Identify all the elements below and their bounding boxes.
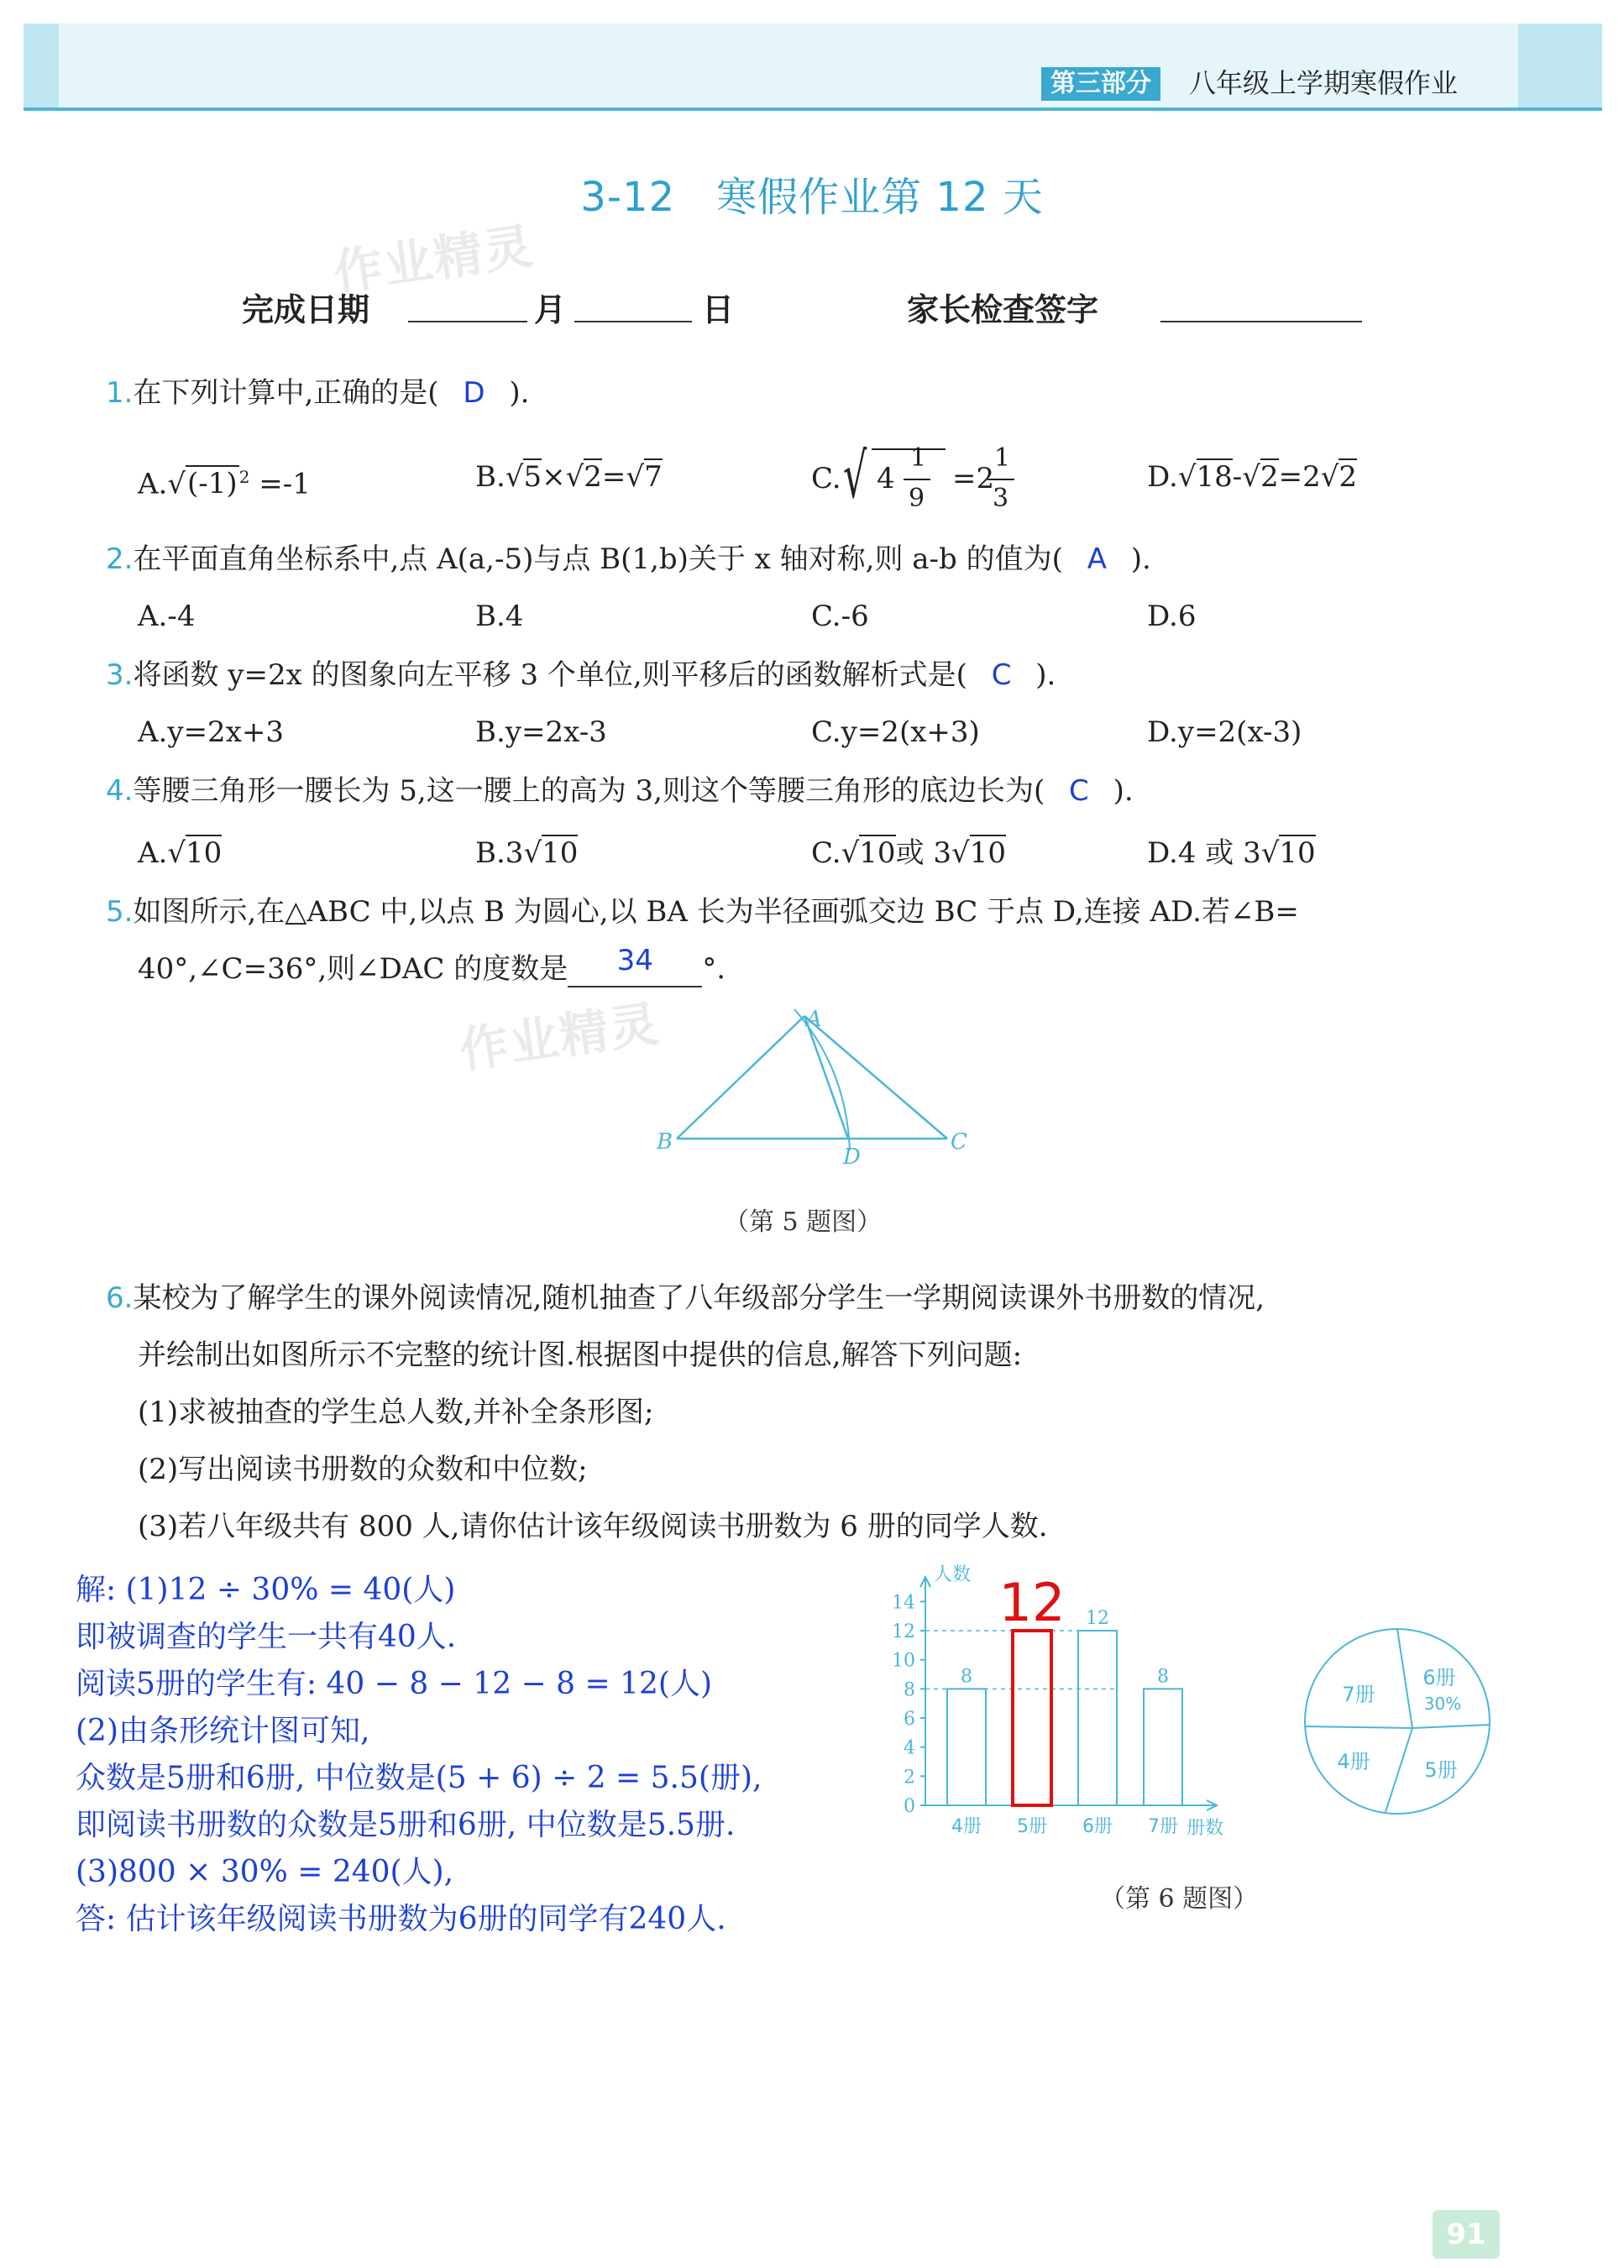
fraction-numerator: 1 bbox=[910, 443, 927, 473]
answer: 34 bbox=[616, 944, 653, 977]
header-stripe-right bbox=[1518, 24, 1602, 107]
y-tick-label: 8 bbox=[904, 1679, 915, 1701]
side-ba bbox=[677, 1016, 804, 1139]
question-text: 在平面直角坐标系中,点 A(a,-5)与点 B(1,b)关于 x 轴对称,则 a-b 的值为( bbox=[133, 542, 1063, 576]
day-blank[interactable] bbox=[574, 321, 692, 322]
q1-option-d bbox=[1147, 458, 1357, 495]
q4-option-b bbox=[475, 835, 578, 872]
sqrt-sign: √ bbox=[1260, 836, 1280, 870]
x-tick-label: 4册 bbox=[951, 1816, 982, 1837]
bar-value-label: 8 bbox=[961, 1666, 972, 1688]
x-tick-label: 5册 bbox=[1017, 1816, 1047, 1837]
sqrt-sign: √ bbox=[523, 836, 542, 870]
radicand: 10 bbox=[186, 836, 223, 870]
figure-6-caption: （第 6 题图） bbox=[1100, 1884, 1259, 1914]
radicand: 10 bbox=[1279, 836, 1316, 870]
bar bbox=[947, 1689, 986, 1805]
month-label: 月 bbox=[534, 291, 567, 328]
fraction-numerator: 1 bbox=[994, 443, 1011, 473]
mixed-whole: 4 bbox=[877, 462, 895, 495]
answer-blank[interactable] bbox=[568, 944, 702, 987]
watermark: 作业精灵 bbox=[330, 217, 538, 302]
solution-line: (2)由条形统计图可知, bbox=[76, 1714, 370, 1748]
question-6-line1 bbox=[106, 1280, 1265, 1317]
y-tick-label: 6 bbox=[904, 1709, 915, 1730]
q1-option-a bbox=[138, 458, 311, 502]
radicand: 5 bbox=[523, 460, 542, 494]
option-label: B.3 bbox=[475, 836, 524, 870]
label-c: C bbox=[951, 1129, 967, 1155]
added-bar-label: 12 bbox=[998, 1572, 1066, 1633]
q3-option-b: B.y=2x-3 bbox=[475, 715, 607, 749]
q2-option-b: B.4 bbox=[475, 600, 524, 633]
watermark: 作业精灵 bbox=[456, 994, 664, 1080]
radicand: 10 bbox=[969, 836, 1006, 870]
fraction-denominator: 9 bbox=[909, 484, 925, 513]
option-label: D.4 或 3 bbox=[1147, 836, 1261, 870]
x-axis-label: 册数 bbox=[1186, 1818, 1223, 1839]
answer: A bbox=[1087, 542, 1107, 576]
solution-line: 即被调查的学生一共有40人. bbox=[76, 1620, 457, 1654]
question-1 bbox=[106, 375, 529, 411]
signature-blank[interactable] bbox=[1160, 321, 1362, 322]
q4-option-c bbox=[811, 835, 1006, 872]
sqrt-sign: √ bbox=[167, 467, 186, 501]
option-label: C. bbox=[811, 836, 841, 870]
q4-option-a bbox=[138, 835, 222, 872]
minus-sign: - bbox=[1232, 460, 1243, 494]
question-6-sub3: (3)若八年级共有 800 人,请你估计该年级阅读书册数为 6 册的同学人数. bbox=[138, 1510, 1048, 1543]
triangle-figure bbox=[638, 1001, 991, 1169]
bar-value-label: 8 bbox=[1157, 1666, 1169, 1688]
question-number: 2. bbox=[106, 542, 134, 576]
question-text: 某校为了解学生的课外阅读情况,随机抽查了八年级部分学生一学期阅读课外书册数的情况, bbox=[133, 1281, 1265, 1315]
option-rest: =-1 bbox=[259, 467, 311, 501]
equals-whole: =2 bbox=[952, 462, 995, 495]
bar-value-label: 12 bbox=[1086, 1608, 1109, 1629]
radicand: 10 bbox=[542, 836, 579, 870]
radicand: 2 bbox=[1260, 460, 1279, 494]
sqrt-bar bbox=[872, 448, 946, 450]
q4-option-d bbox=[1147, 835, 1316, 872]
month-blank[interactable] bbox=[408, 321, 527, 322]
solution-line: 即阅读书册数的众数是5册和6册, 中位数是5.5册. bbox=[76, 1808, 736, 1842]
q3-option-a: A.y=2x+3 bbox=[138, 715, 284, 749]
question-text-end: ). bbox=[1035, 658, 1056, 692]
x-tick-label: 6册 bbox=[1082, 1816, 1113, 1837]
y-axis-label: 人数 bbox=[934, 1564, 972, 1585]
y-tick-label: 4 bbox=[904, 1737, 915, 1759]
option-label: C. bbox=[811, 462, 841, 495]
question-number: 1. bbox=[106, 376, 134, 410]
question-4 bbox=[106, 773, 1134, 809]
q1-option-b bbox=[475, 458, 663, 495]
page-number: 91 bbox=[1433, 2210, 1500, 2259]
question-6-sub2: (2)写出阅读书册数的众数和中位数; bbox=[138, 1453, 588, 1486]
option-mid: 或 3 bbox=[895, 836, 952, 870]
y-tick-label: 14 bbox=[892, 1592, 915, 1614]
sqrt-sign: √ bbox=[1177, 460, 1197, 494]
solution-line: 解: (1)12 ÷ 30% = 40(人) bbox=[76, 1573, 456, 1607]
part-title: 八年级上学期寒假作业 bbox=[1189, 67, 1459, 99]
question-text-end: °. bbox=[702, 952, 726, 986]
equals-sign: = bbox=[601, 460, 626, 494]
times-sign: × bbox=[542, 460, 566, 494]
page-title: 3-12 寒假作业第 12 天 bbox=[580, 174, 1044, 221]
question-text: 如图所示,在△ABC 中,以点 B 为圆心,以 BA 长为半径画弧交边 BC 于点 D,连接 AD.若∠B= bbox=[133, 895, 1299, 929]
pie-label-4: 4册 bbox=[1337, 1750, 1370, 1773]
q2-option-a: A.-4 bbox=[138, 600, 196, 633]
x-tick-label: 7册 bbox=[1148, 1816, 1178, 1837]
part-label: 第三部分 bbox=[1041, 67, 1160, 101]
answer: C bbox=[991, 658, 1012, 692]
option-label: A. bbox=[138, 836, 168, 870]
q3-option-d: D.y=2(x-3) bbox=[1147, 715, 1302, 749]
radicand: 18 bbox=[1196, 460, 1233, 494]
radicand: (-1) bbox=[187, 467, 238, 501]
y-tick-label: 0 bbox=[904, 1796, 915, 1817]
radicand: 2 bbox=[584, 460, 602, 494]
question-text: 将函数 y=2x 的图象向左平移 3 个单位,则平移后的函数解析式是( bbox=[133, 658, 967, 692]
sqrt-sign: √ bbox=[565, 460, 584, 494]
label-d: D bbox=[843, 1144, 861, 1169]
completion-date-label: 完成日期 bbox=[242, 291, 370, 328]
bar bbox=[1144, 1689, 1182, 1805]
radicand: 2 bbox=[1338, 460, 1358, 494]
label-a: A bbox=[806, 1007, 822, 1032]
question-text: 等腰三角形一腰长为 5,这一腰上的高为 3,则这个等腰三角形的底边长为( bbox=[133, 774, 1045, 808]
question-number: 3. bbox=[106, 658, 134, 692]
bar bbox=[1078, 1631, 1117, 1805]
question-text-end: ). bbox=[1130, 542, 1151, 576]
y-tick-label: 12 bbox=[892, 1621, 915, 1642]
figure-5-caption: （第 5 题图） bbox=[724, 1207, 883, 1237]
pie-label-6: 6册 bbox=[1422, 1666, 1456, 1689]
y-tick-label: 10 bbox=[892, 1650, 915, 1672]
question-2 bbox=[106, 541, 1151, 578]
answer: D bbox=[463, 376, 485, 410]
question-text-end: ). bbox=[509, 376, 530, 410]
y-tick-label: 2 bbox=[904, 1767, 915, 1789]
pie-label-6-percent: 30% bbox=[1423, 1694, 1462, 1714]
q3-option-c: C.y=2(x+3) bbox=[811, 715, 980, 749]
question-text: 在下列计算中,正确的是( bbox=[133, 376, 439, 410]
solution-line: 答: 估计该年级阅读书册数为6册的同学有240人. bbox=[76, 1902, 726, 1936]
fraction-denominator: 3 bbox=[993, 484, 1009, 513]
sqrt-sign: √ bbox=[626, 460, 645, 494]
option-label: B. bbox=[475, 460, 506, 494]
question-text: 40°,∠C=36°,则∠DAC 的度数是 bbox=[138, 952, 568, 986]
option-label: D. bbox=[1147, 460, 1178, 494]
option-label: A. bbox=[138, 467, 168, 501]
question-number: 4. bbox=[106, 774, 134, 808]
question-5-line2 bbox=[138, 944, 726, 987]
question-3 bbox=[106, 657, 1056, 694]
sqrt-sign: √ bbox=[1242, 460, 1260, 494]
header-stripe-left bbox=[24, 24, 59, 107]
equals-sign: =2 bbox=[1278, 460, 1321, 494]
question-6-line2: 并绘制出如图所示不完整的统计图.根据图中提供的信息,解答下列问题: bbox=[138, 1338, 1023, 1372]
sqrt-sign: √ bbox=[841, 836, 860, 870]
exponent: 2 bbox=[238, 467, 250, 487]
solution-line: 阅读5册的学生有: 40 − 8 − 12 − 8 = 12(人) bbox=[76, 1667, 713, 1701]
question-6-sub1: (1)求被抽查的学生总人数,并补全条形图; bbox=[138, 1396, 654, 1429]
pie-chart bbox=[1297, 1621, 1498, 1822]
answer: C bbox=[1069, 774, 1089, 808]
question-number: 6. bbox=[106, 1281, 134, 1315]
question-number: 5. bbox=[106, 895, 134, 929]
parent-signature-label: 家长检查签字 bbox=[907, 291, 1099, 328]
q2-option-d: D.6 bbox=[1147, 600, 1197, 633]
pie-label-7: 7册 bbox=[1342, 1683, 1375, 1706]
solution-line: (3)800 × 30% = 240(人), bbox=[76, 1855, 454, 1889]
pie-label-5: 5册 bbox=[1424, 1758, 1458, 1782]
sqrt-sign: √ bbox=[951, 836, 970, 870]
sqrt-sign: √ bbox=[505, 460, 524, 494]
solution-line: 众数是5册和6册, 中位数是(5 + 6) ÷ 2 = 5.5(册), bbox=[76, 1761, 762, 1795]
date-row bbox=[0, 284, 1624, 326]
day-label: 日 bbox=[702, 291, 735, 328]
bar-chart bbox=[873, 1562, 1260, 1856]
label-b: B bbox=[657, 1129, 673, 1155]
q2-option-c: C.-6 bbox=[811, 600, 869, 633]
radicand: 7 bbox=[644, 460, 663, 494]
sqrt-sign: √ bbox=[1320, 460, 1339, 494]
radicand: 10 bbox=[859, 836, 896, 870]
question-text-end: ). bbox=[1113, 774, 1134, 808]
question-5-line1 bbox=[106, 893, 1299, 930]
sqrt-sign: √ bbox=[843, 440, 867, 512]
sqrt-sign: √ bbox=[167, 836, 186, 870]
pie-circle bbox=[1305, 1629, 1490, 1814]
added-bar bbox=[1013, 1631, 1051, 1805]
